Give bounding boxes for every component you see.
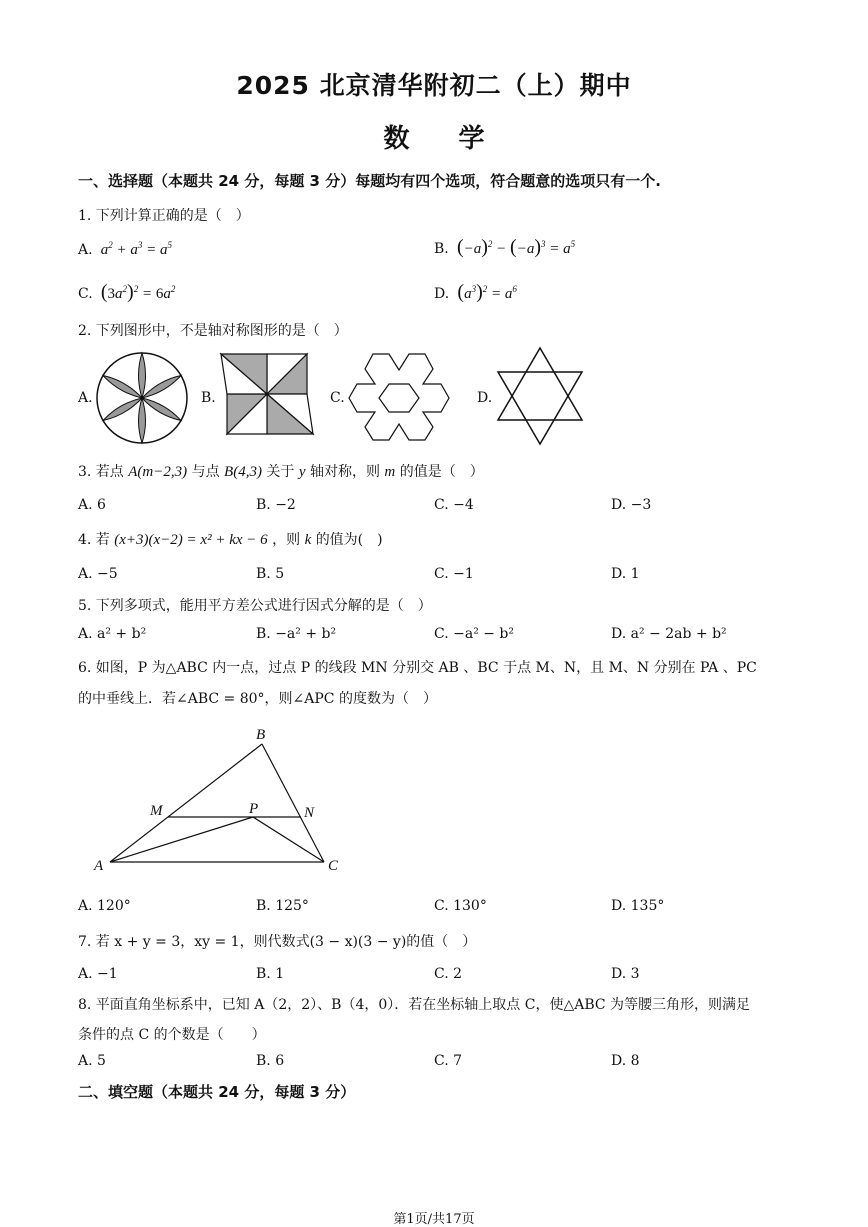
question-7-stem: 7. 若 x + y = 3，xy = 1，则代数式(3 − x)(3 − y)的值（ ） <box>78 934 477 950</box>
q2-figure-b-pinwheel <box>221 352 313 436</box>
q6-option-d: D. 135° <box>611 898 665 914</box>
q3-axis: y <box>298 464 306 480</box>
q6-label-a: A <box>94 858 104 874</box>
q3-stem-post: 的值是（ ） <box>399 464 484 480</box>
question-3-stem <box>78 461 484 481</box>
question-6-line2: 的中垂线上．若∠ABC = 80°，则∠APC 的度数为（ ） <box>78 691 437 707</box>
q6-side-ab <box>110 744 262 862</box>
q6-option-a: A. 120° <box>78 898 131 914</box>
q8-option-b: B. 6 <box>256 1053 285 1069</box>
section-heading-fill-in: 二、填空题（本题共 24 分，每题 3 分） <box>78 1083 356 1101</box>
q2-option-a-label: A. <box>78 390 93 406</box>
q1-option-a: A. $a^2 + a^3 = a^5$ <box>78 240 173 258</box>
q1-option-d-label: D. <box>434 286 450 302</box>
q5-option-b: B. −a² + b² <box>256 626 337 642</box>
q8-option-d: D. 8 <box>611 1053 640 1069</box>
q3-stem-mid: 与点 <box>191 464 220 480</box>
q1-option-a-label: A. <box>78 242 93 258</box>
q1-option-c-label: C. <box>78 286 93 302</box>
q4-stem-post: 的值为( ) <box>315 532 383 548</box>
q2-option-c-label: C. <box>330 390 345 406</box>
q7-option-c: C. 2 <box>434 966 463 982</box>
q6-segment-pc <box>253 817 324 862</box>
q3-option-c: C. −4 <box>434 497 474 513</box>
page-title: 2025 北京清华附初二（上）期中 <box>236 71 632 100</box>
question-5-stem: 5. 下列多项式，能用平方差公式进行因式分解的是（ ） <box>78 598 432 614</box>
q1-option-b: B. $(-a)^2 - (-a)^3 = a^5$ <box>434 236 576 258</box>
q3-option-a: A. 6 <box>78 497 106 513</box>
q4-option-d: D. 1 <box>611 566 640 582</box>
q3-option-d: D. −3 <box>611 497 652 513</box>
q6-label-m: M <box>150 803 163 819</box>
q2-option-b-label: B. <box>201 390 216 406</box>
q3-stem-mid3: 轴对称，则 <box>309 464 380 480</box>
q6-label-c: C <box>328 858 339 874</box>
q1-option-d: D. $(a^3)^2 = a^6$ <box>434 281 517 303</box>
q3-stem-mid2: 关于 <box>266 464 295 480</box>
q1-option-c: C. $(3a^2)^2 = 6a^2$ <box>78 281 176 303</box>
q3-var: m <box>384 464 396 480</box>
q6-label-b: B <box>256 727 266 743</box>
q4-expression: (x+3)(x−2) = x² + kx − 6 <box>114 532 268 548</box>
q7-option-a: A. −1 <box>78 966 118 982</box>
q6-label-p: P <box>249 801 259 817</box>
page-footer: 第1页/共17页 <box>393 1212 475 1227</box>
q6-option-c: C. 130° <box>434 898 487 914</box>
section-heading-choice: 一、选择题（本题共 24 分，每题 3 分）每题均有四个选项，符合题意的选项只有一个. <box>78 172 661 190</box>
q5-option-a: A. a² + b² <box>78 626 147 642</box>
q8-option-a: A. 5 <box>78 1053 106 1069</box>
q4-option-b: B. 5 <box>256 566 285 582</box>
q4-var: k <box>304 532 312 548</box>
q4-stem-mid: ，则 <box>272 532 301 548</box>
q2-figure-d-star-of-david <box>496 347 584 445</box>
q4-stem-pre: 4. 若 <box>78 532 110 548</box>
q4-option-c: C. −1 <box>434 566 474 582</box>
q7-option-b: B. 1 <box>256 966 285 982</box>
q7-option-d: D. 3 <box>611 966 640 982</box>
q5-option-d: D. a² − 2ab + b² <box>611 626 727 642</box>
question-4-stem <box>78 529 383 549</box>
q6-triangle-figure <box>88 722 348 878</box>
q3-stem-pre: 3. 若点 <box>78 464 124 480</box>
question-8-line1: 8. 平面直角坐标系中，已知 A（2，2）、B（4，0）．若在坐标轴上取点 C，使△ABC 为等腰三角形，则满足 <box>78 997 751 1013</box>
q3-option-b: B. −2 <box>256 497 296 513</box>
question-8-line2: 条件的点 C 的个数是（ ） <box>78 1027 266 1043</box>
q2-option-d-label: D. <box>477 390 493 406</box>
q5-option-c: C. −a² − b² <box>434 626 515 642</box>
q2-figure-c-hexagon-star <box>347 352 451 442</box>
subject-title: 数 学 <box>383 124 485 154</box>
q1-option-b-label: B. <box>434 241 449 257</box>
question-1-stem: 1. 下列计算正确的是（ ） <box>78 208 250 224</box>
q6-option-b: B. 125° <box>256 898 309 914</box>
question-6-line1: 6. 如图，P 为△ABC 内一点，过点 P 的线段 MN 分别交 AB 、BC 于点 M、N，且 M、N 分别在 PA 、PC <box>78 660 757 676</box>
q3-point-a: A(m−2,3) <box>128 464 188 480</box>
q2-figure-a-flower <box>96 352 188 444</box>
q8-option-c: C. 7 <box>434 1053 463 1069</box>
q6-segment-pa <box>110 817 253 862</box>
q6-label-n: N <box>304 805 315 821</box>
question-2-stem: 2. 下列图形中，不是轴对称图形的是（ ） <box>78 323 348 339</box>
q3-point-b: B(4,3) <box>224 464 262 480</box>
q6-side-bc <box>262 744 324 862</box>
q4-option-a: A. −5 <box>78 566 118 582</box>
